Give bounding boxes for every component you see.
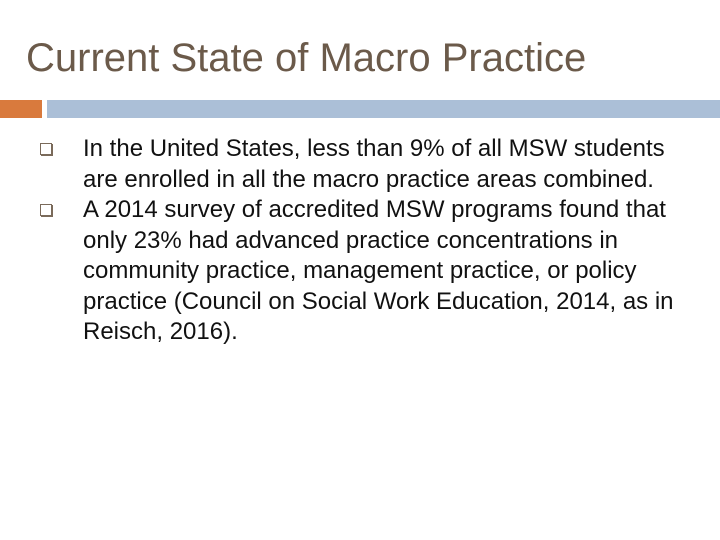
bullet-item — [40, 195, 700, 348]
bullet-item — [40, 134, 700, 195]
title-accent-bar-blue — [47, 100, 720, 118]
bullet-text: In the United States, less than 9% of all MSW students are enrolled in all the macro practice areas combined. — [83, 135, 665, 193]
slide-title: Current State of Macro Practice — [26, 36, 587, 80]
bullet-list — [40, 134, 700, 348]
title-accent-bar-orange — [0, 100, 42, 118]
square-bullet-icon — [40, 204, 52, 216]
square-bullet-icon — [40, 143, 52, 155]
bullet-text: A 2014 survey of accredited MSW programs found that only 23% had advanced practice concentrations in community practice, management practice, or policy practice (Council on Social Work Education, 2014, as in Reisch, 2016). — [83, 196, 674, 345]
